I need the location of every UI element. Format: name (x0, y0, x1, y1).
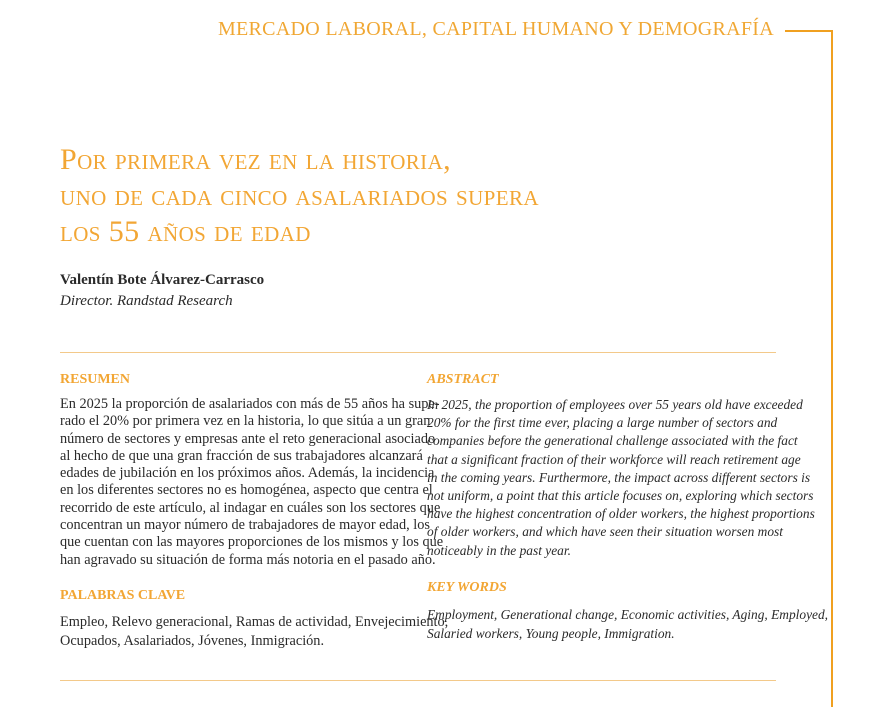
header-rule (785, 30, 833, 32)
article-title (60, 142, 539, 250)
text-line: noticeably in the past year. (427, 542, 571, 558)
text-line: Employment, Generational change, Economic activities, Aging, Employed, (427, 606, 828, 622)
text-line: not uniform, a point that this article focuses on, exploring which sectors (427, 488, 814, 504)
text-line: Salaried workers, Young people, Immigration. (427, 625, 675, 641)
text-line: en los diferentes sectores no es homogénea, aspecto que centra el (60, 482, 433, 499)
key-words-heading: KEY WORDS (427, 579, 507, 595)
text-line: recorrido de este artículo, al indagar en cuáles son los sectores que (60, 499, 441, 516)
text-line: companies before the generational challenge associated with the fact (427, 433, 798, 449)
text-line: have the highest concentration of older workers, the highest proportions (427, 506, 815, 522)
text-line: rado el 20% por primera vez en la historia, lo que sitúa a un gran (60, 413, 431, 430)
divider (60, 680, 776, 681)
text-line: that a significant fraction of their workforce will reach retirement age (427, 451, 801, 467)
text-line: in the coming years. Furthermore, the impact across different sectors is (427, 469, 811, 485)
text-line: concentran un mayor número de trabajadores de mayor edad, los (60, 517, 430, 534)
author-name: Valentín Bote Álvarez-Carrasco (60, 272, 265, 288)
text-line: que cuentan con las mayores proporciones de los mismos y los que (60, 534, 444, 551)
resumen-heading: RESUMEN (60, 372, 131, 387)
resumen-section (60, 372, 449, 651)
title-line: los 55 años de edad (60, 215, 311, 248)
text-line: En 2025 la proporción de asalariados con más de 55 años ha supe- (60, 396, 440, 412)
text-line: número de sectores y empresas ante el reto generacional asociado (60, 430, 436, 447)
text-line: Empleo, Relevo generacional, Ramas de actividad, Envejecimiento, (60, 613, 449, 630)
abstract-section (427, 372, 828, 643)
margin-rule (831, 30, 833, 707)
palabras-clave-heading: PALABRAS CLAVE (60, 587, 186, 603)
text-line: Ocupados, Asalariados, Jóvenes, Inmigración. (60, 632, 325, 649)
resumen-body (60, 396, 444, 569)
key-words-body (427, 605, 828, 643)
title-line: uno de cada cinco asalariados supera (60, 179, 539, 212)
palabras-clave-body (60, 613, 449, 651)
divider (60, 352, 776, 353)
text-line: of older workers, and which have seen their situation worsen most (427, 524, 783, 540)
text-line: 20% for the first time ever, placing a large number of sectors and (427, 415, 778, 431)
section-label: MERCADO LABORAL, CAPITAL HUMANO Y DEMOGRAFÍA (217, 18, 774, 40)
abstract-heading: ABSTRACT (427, 372, 499, 387)
title-line: Por primera vez en la historia, (60, 143, 452, 176)
text-line: han agravado su situación de forma más notoria en el pasado año. (60, 551, 436, 568)
author-role: Director. Randstad Research (60, 293, 233, 309)
abstract-body (427, 396, 815, 560)
text-line: edades de jubilación en los próximos años. Además, la incidencia (60, 465, 435, 482)
text-line: In 2025, the proportion of employees over 55 years old have exceeded (427, 397, 803, 412)
text-line: al hecho de que una gran fracción de sus trabajadores alcanzará (60, 447, 423, 464)
